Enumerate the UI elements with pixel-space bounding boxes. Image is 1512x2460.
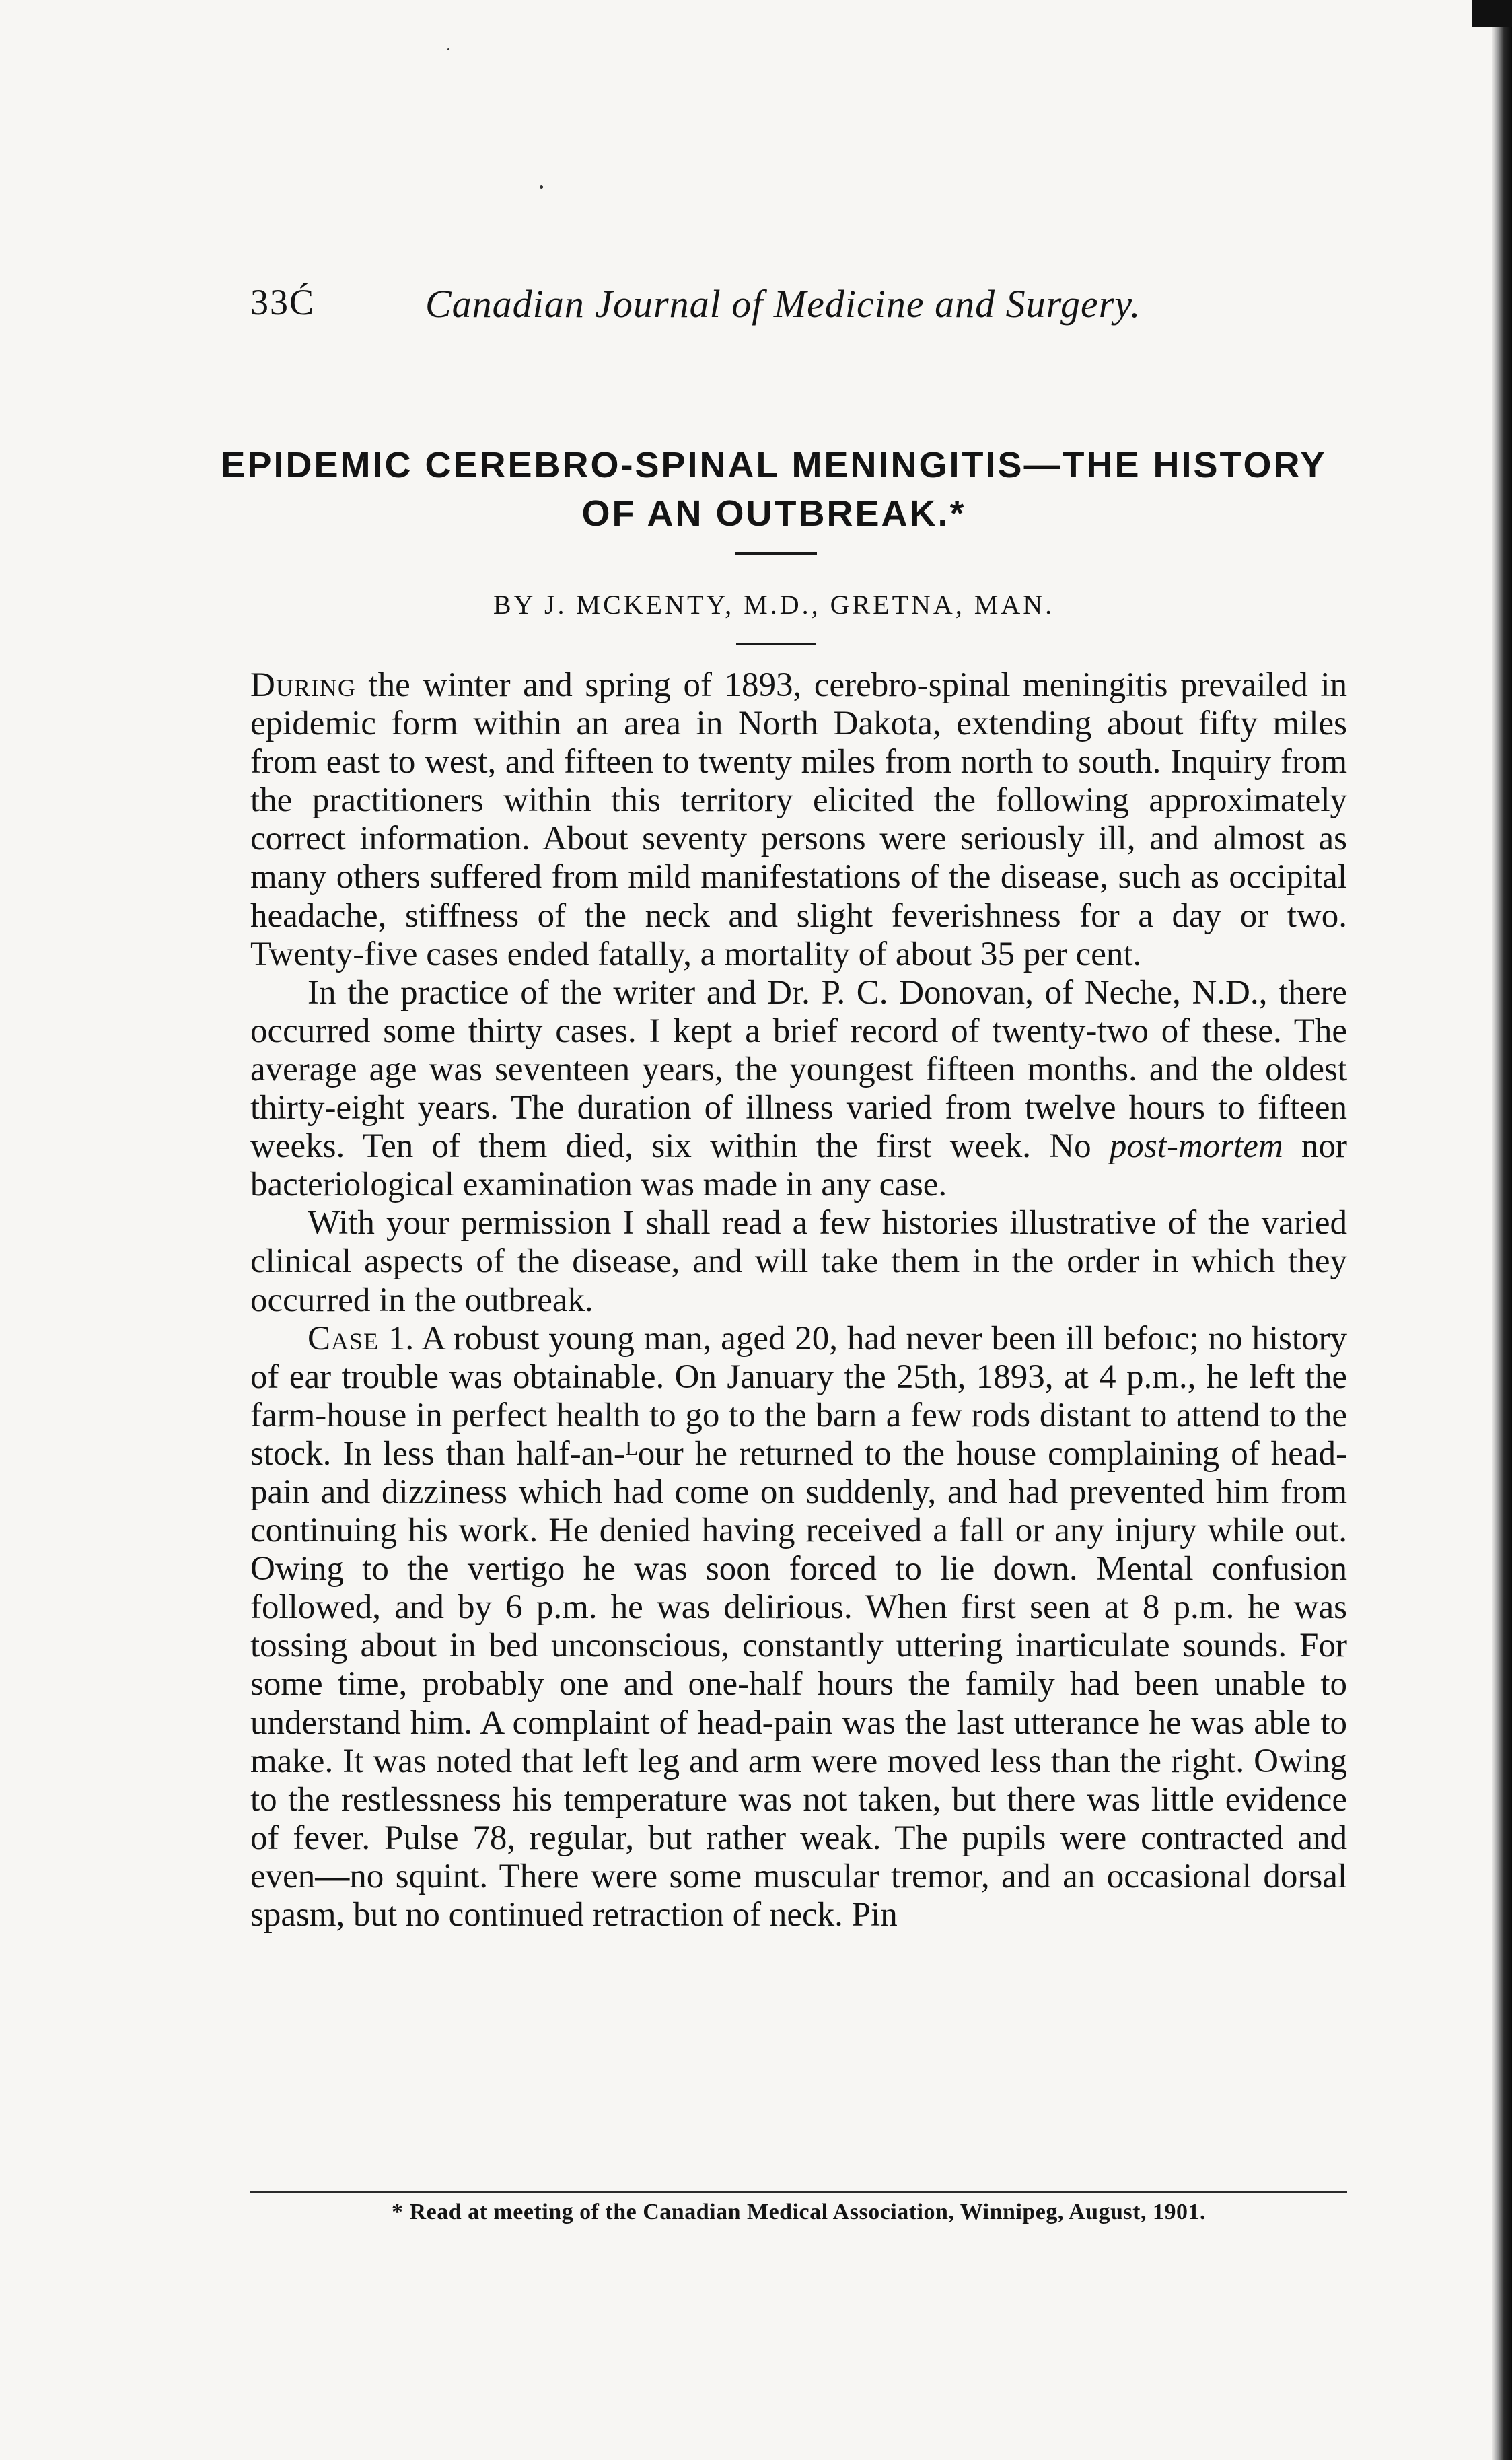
scan-speck bbox=[447, 48, 449, 50]
footnote: * Read at meeting of the Canadian Medical Association, Winnipeg, August, 1901. bbox=[392, 2200, 1206, 2224]
paragraph-histories: With your permission I shall read a few histories illustrative of the varied clinical aspects of the disease, and will take them in the order in which they occurred in the outbreak. bbox=[250, 1204, 1347, 1319]
paragraph-intro: During the winter and spring of 1893, cerebro-spinal meningitis prevailed in epidemic form within an area in North Dakota, extending about fifty miles from east to west, and fifteen to twenty miles from north to south. Inquiry from the practitioners within this territory elicited the following approximately correct information. About seventy persons were seriously ill, and almost as many others suffered from mild manifestations of the disease, such as occipital headache, stiffness of the neck and slight feverishness for a day or two. Twenty-five cases ended fatally, a mortality of about 35 per cent. bbox=[250, 666, 1347, 973]
scan-speck bbox=[540, 185, 543, 189]
title-rule bbox=[735, 552, 817, 555]
paragraph-case-1: Case 1. A robust young man, aged 20, had never been ill befoıc; no history of ear trouble was obtainable. On January the 25th, 1893, at 4 p.m., he left the farm-house in perfect health to go to the barn a few rods distant to attend to the stock. In less than half-an-ᴸour he returned to the house complaining of head-pain and dizziness which had come on suddenly, and had prevented him from continuing his work. He denied having received a fall or any injury while out. Owing to the vertigo he was soon forced to lie down. Mental confusion followed, and by 6 p.m. he was delirious. When first seen at 8 p.m. he was tossing about in bed unconscious, constantly uttering inarticulate sounds. For some time, probably one and one-half hours the family had been unable to understand him. A complaint of head-pain was the last utterance he was able to make. It was noted that left leg and arm were moved less than the right. Owing to the restlessness his temperature was not taken, but there was little evidence of fever. Pulse 78, regular, but rather weak. The pupils were contracted and even—no squint. There were some muscular tremor, and an occasional dorsal spasm, but no continued retraction of neck. Pin bbox=[250, 1319, 1347, 1934]
article-title: EPIDEMIC CEREBRO-SPINAL MENINGITIS—THE HISTORY OF AN OUTBREAK.* bbox=[221, 445, 1327, 534]
byline-rule bbox=[736, 643, 816, 645]
drop-lead-word: During bbox=[250, 666, 356, 704]
italic-term: post-mortem bbox=[1109, 1127, 1283, 1166]
running-head bbox=[250, 281, 1354, 328]
paragraph-cases: In the practice of the writer and Dr. P. C. Donovan, of Neche, N.D., there occurred some thirty cases. I kept a brief record of twenty-two of these. The average age was seventeen years, the youngest fifteen months. and the oldest thirty-eight years. The duration of illness varied from twelve hours to fifteen weeks. Ten of them died, six within the first week. No post-mortem nor bacteriological examination was made in any case. bbox=[250, 973, 1347, 1204]
article-byline: BY J. MCKENTY, M.D., GRETNA, MAN. bbox=[493, 590, 1055, 620]
case-label: Case bbox=[308, 1319, 380, 1358]
footnote-rule bbox=[250, 2191, 1347, 2193]
page-number: 33Ć bbox=[250, 282, 316, 322]
article-body bbox=[250, 666, 1347, 1934]
scan-edge-corner bbox=[1472, 0, 1512, 27]
journal-title: Canadian Journal of Medicine and Surgery. bbox=[425, 282, 1141, 326]
scan-edge-shadow bbox=[1492, 0, 1512, 2460]
